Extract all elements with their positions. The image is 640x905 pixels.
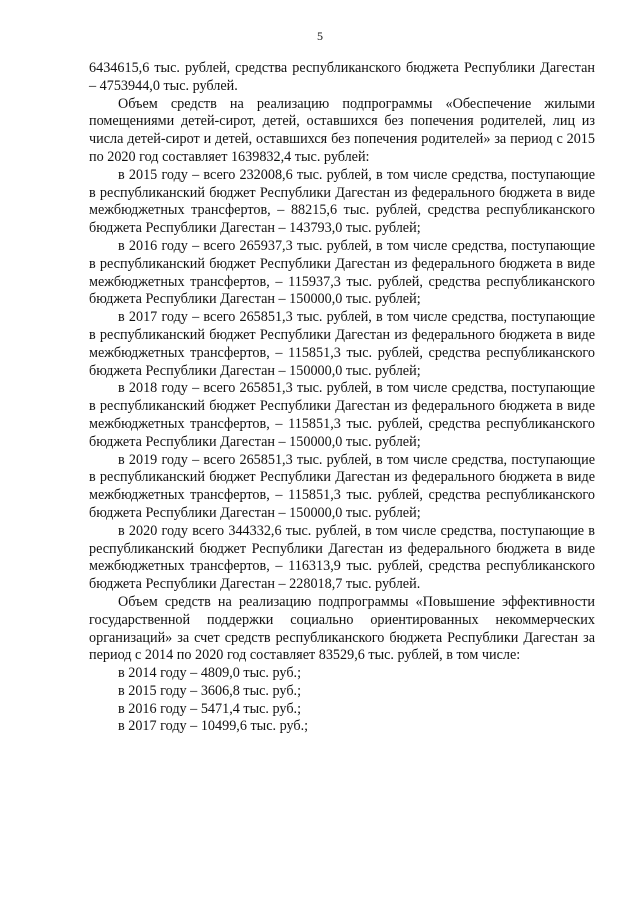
document-body bbox=[89, 60, 595, 736]
list-item: в 2014 году – 4809,0 тыс. руб.; bbox=[118, 665, 302, 682]
list-item: в 2015 году – 3606,8 тыс. руб.; bbox=[118, 682, 302, 699]
paragraph-year-2015: в 2015 году – всего 232008,6 тыс. рублей, в том числе средства, поступающие в республиканский бюджет Республики Дагестан из федерального бюджета в виде межбюджетных трансфертов, – 88215,6 тыс. рублей, средства республиканского бюджета Республики Дагестан – 143793,0 тыс. рублей; bbox=[89, 166, 595, 237]
year-amount-list bbox=[89, 665, 595, 736]
list-item: в 2017 году – 10499,6 тыс. руб.; bbox=[118, 718, 309, 735]
paragraph-year-2019: в 2019 году – всего 265851,3 тыс. рублей, в том числе средства, поступающие в республиканский бюджет Республики Дагестан из федерального бюджета в виде межбюджетных трансфертов, – 115851,3 тыс. рублей, средства республиканского бюджета Республики Дагестан – 150000,0 тыс. рублей; bbox=[89, 451, 595, 521]
paragraph-year-2020: в 2020 году всего 344332,6 тыс. рублей, в том числе средства, поступающие в республиканский бюджет Республики Дагестан из федерального бюджета в виде межбюджетных трансфертов, – 116313,9 тыс. рублей, средства республиканского бюджета Республики Дагестан – 228018,7 тыс. рублей. bbox=[89, 522, 595, 593]
page-number: 5 bbox=[317, 29, 323, 43]
paragraph-orphans-subprogram: Объем средств на реализацию подпрограммы «Обеспечение жилыми помещениями детей-сирот, детей, оставшихся без попечения родителей, лиц из числа детей-сирот и детей, оставшихся без попечения родителей» за период с 2015 по 2020 год составляет 1639832,4 тыс. рублей: bbox=[89, 95, 595, 165]
list-item: в 2016 году – 5471,4 тыс. руб.; bbox=[118, 700, 302, 717]
paragraph-year-2017: в 2017 году – всего 265851,3 тыс. рублей, в том числе средства, поступающие в республиканский бюджет Республики Дагестан из федерального бюджета в виде межбюджетных трансфертов, – 115851,3 тыс. рублей, средства республиканского бюджета Республики Дагестан – 150000,0 тыс. рублей; bbox=[89, 309, 595, 379]
paragraph-year-2018: в 2018 году – всего 265851,3 тыс. рублей, в том числе средства, поступающие в республиканский бюджет Республики Дагестан из федерального бюджета в виде межбюджетных трансфертов, – 115851,3 тыс. рублей, средства республиканского бюджета Республики Дагестан – 150000,0 тыс. рублей; bbox=[89, 380, 595, 450]
paragraph-year-2016: в 2016 году – всего 265937,3 тыс. рублей, в том числе средства, поступающие в республиканский бюджет Республики Дагестан из федерального бюджета в виде межбюджетных трансфертов, – 115937,3 тыс. рублей, средства республиканского бюджета Республики Дагестан – 150000,0 тыс. рублей; bbox=[89, 237, 595, 308]
paragraph-nko-subprogram: Объем средств на реализацию подпрограммы «Повышение эффективности государственной поддержки социально ориентированных некоммерческих организаций» за счет средств республиканского бюджета Республики Дагестан за период с 2014 по 2020 год составляет 83529,6 тыс. рублей, в том числе: bbox=[89, 593, 595, 664]
paragraph-continuation: 6434615,6 тыс. рублей, средства республиканского бюджета Республики Дагестан – 4753944,0 тыс. рублей. bbox=[89, 60, 595, 94]
